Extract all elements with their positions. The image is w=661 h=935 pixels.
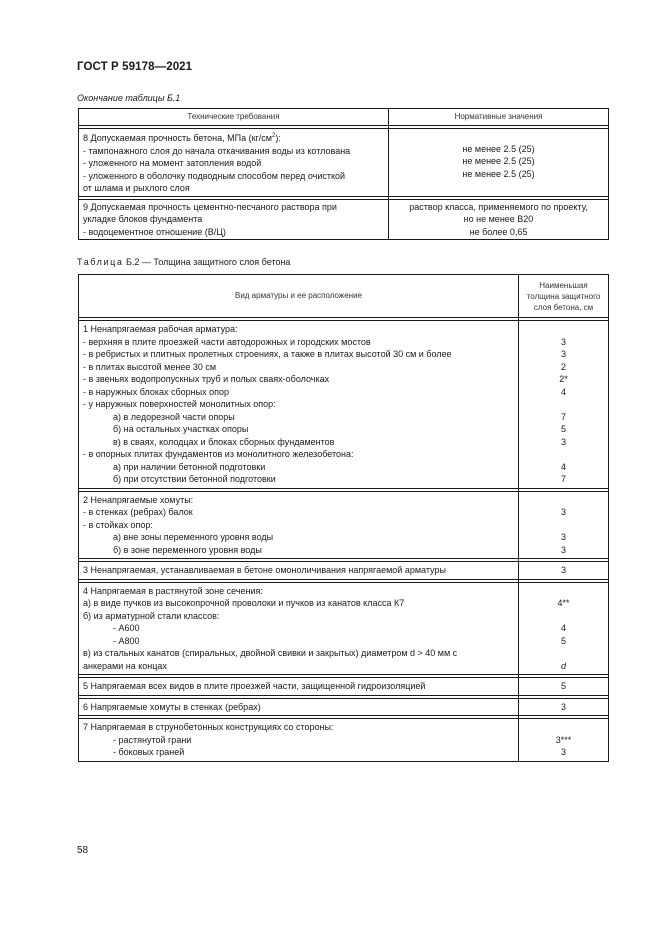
col-header-reinforcement: Вид арматуры и ее расположение <box>79 275 519 318</box>
row-text: 3 Ненапрягаемая, устанавливаемая в бетоне омоноличивания напрягаемой арматуры <box>83 565 446 575</box>
reinforcement-cell <box>79 719 519 762</box>
row-value: 3 <box>560 701 566 712</box>
row-value: 5 <box>560 681 566 691</box>
row-value: 7 <box>560 474 566 484</box>
value-text: но не менее В20 <box>463 214 534 224</box>
row-value: 7 <box>560 411 566 422</box>
row-text: - А800 <box>113 635 140 646</box>
row-value: 3 <box>560 747 566 757</box>
row-text: б) в зоне переменного уровня воды <box>113 544 262 555</box>
document-title: ГОСТ Р 59178—2021 <box>77 61 193 73</box>
row-text: - боковых граней <box>113 747 185 757</box>
row-value: 4 <box>560 386 566 397</box>
row-value: 3 <box>560 436 566 447</box>
table-row-group <box>79 562 609 580</box>
row-value <box>523 610 604 623</box>
row-text: - водоцементное отношение (В/Ц) <box>83 226 226 237</box>
value-text: не более 0,65 <box>469 226 528 237</box>
row-text: а) вне зоны переменного уровня воды <box>113 532 274 542</box>
requirement-cell <box>79 129 389 197</box>
row-text: - тампонажного слоя до начала откачивания воды из котлована <box>83 145 351 156</box>
row-text: 7 Напрягаемая в струнобетонных конструкциях со стороны: <box>83 722 334 732</box>
row-text: - верхняя в плите проезжей части автодорожных и городских мостов <box>83 336 371 347</box>
row-text: - в наружных блоках сборных опор <box>83 386 229 397</box>
value-text: раствор класса, применяемого по проекту, <box>409 201 588 212</box>
row-value <box>523 721 604 734</box>
row-text: а) при наличии бетонной подготовки <box>113 461 266 472</box>
row-text: - в опорных плитах фундаментов из монолитного железобетона: <box>83 449 354 459</box>
row-value <box>523 585 604 598</box>
row-text: - растянутой грани <box>113 734 192 745</box>
row-text: от шлама и рыхлого слоя <box>83 183 190 193</box>
col-header-values: Нормативные значения <box>389 109 609 126</box>
table-row <box>79 199 609 240</box>
row-text: - А600 <box>113 623 140 633</box>
row-value <box>523 519 604 532</box>
table1-caption: Окончание таблицы Б.1 <box>77 93 181 103</box>
thickness-cell <box>519 719 609 762</box>
table-row-group <box>79 321 609 489</box>
table-row-group <box>79 582 609 675</box>
value-text: не менее 2.5 (25) <box>462 156 535 166</box>
table-row <box>79 129 609 197</box>
table-row-group <box>79 678 609 696</box>
row-text: - в стенках (ребрах) балок <box>83 507 193 517</box>
row-value: 3 <box>560 349 566 359</box>
caption-prefix: Таблица <box>77 257 124 267</box>
thickness-cell <box>519 321 609 489</box>
reinforcement-cell <box>79 491 519 559</box>
row-text: - в звеньях водопропускных труб и полых сваях-оболочках <box>83 374 330 384</box>
row-value <box>523 398 604 411</box>
row-text: - у наружных поверхностей монолитных опор: <box>83 399 276 409</box>
reinforcement-cell <box>79 321 519 489</box>
row-text: - уложенного на момент затопления водой <box>83 158 262 168</box>
value-text: не менее 2.5 (25) <box>462 143 535 154</box>
row-text: - в плитах высотой менее 30 см <box>83 361 217 372</box>
reinforcement-cell <box>79 562 519 580</box>
row-text: ): <box>275 133 281 143</box>
table-row-group <box>79 698 609 716</box>
requirement-cell <box>79 199 389 240</box>
header-line: слоя бетона, см <box>533 302 594 312</box>
row-text: 2 Ненапрягаемые хомуты: <box>83 494 194 505</box>
row-text: б) из арматурной стали классов: <box>83 610 220 621</box>
table-header-row <box>79 109 609 126</box>
row-text: 8 Допускаемая прочность бетона, МПа (кг/см <box>83 133 272 143</box>
row-value <box>523 323 604 336</box>
reinforcement-cell <box>79 582 519 675</box>
row-text: 1 Ненапрягаемая рабочая арматура: <box>83 324 238 334</box>
row-value: 2 <box>560 361 566 372</box>
thickness-cell <box>519 678 609 696</box>
row-value <box>523 448 604 461</box>
reinforcement-cell <box>79 678 519 696</box>
thickness-cell <box>519 562 609 580</box>
row-value: d <box>560 660 566 671</box>
row-text: б) на остальных участках опоры <box>113 424 249 434</box>
row-text: 6 Напрягаемые хомуты в стенках (ребрах) <box>83 701 261 712</box>
row-value <box>523 494 604 507</box>
row-value: 3 <box>560 532 566 542</box>
row-text: 4 Напрягаемая в растянутой зоне сечения: <box>83 585 263 596</box>
thickness-cell <box>519 582 609 675</box>
row-text: в) в сваях, колодцах и блоках сборных фундаментов <box>113 436 335 447</box>
row-value: 3 <box>560 507 566 517</box>
row-text: 5 Напрягаемая всех видов в плите проезжей части, защищенной гидроизоляцией <box>83 681 426 691</box>
thickness-cell <box>519 698 609 716</box>
value-cell <box>389 199 609 240</box>
thickness-cell <box>519 491 609 559</box>
row-text: в) из стальных канатов (спиральных, двойной свивки и закрытых) диаметром d > 40 мм с <box>83 648 458 658</box>
row-text: а) в ледорезной части опоры <box>113 411 235 422</box>
row-text: - уложенного в оболочку подводным способом перед очисткой <box>83 170 346 181</box>
row-value: 4** <box>557 598 570 608</box>
row-value: 5 <box>560 424 566 434</box>
row-value: 3 <box>560 565 566 575</box>
table-b1-continuation <box>78 108 609 240</box>
col-header-requirements: Технические требования <box>79 109 389 126</box>
row-value: 4 <box>560 461 566 472</box>
row-value: 5 <box>560 635 566 646</box>
table2-caption <box>77 257 290 267</box>
superscript: 2 <box>272 133 276 139</box>
table-b2 <box>78 274 609 762</box>
row-text: анкерами на концах <box>83 660 167 671</box>
reinforcement-cell <box>79 698 519 716</box>
row-value: 4 <box>560 623 566 633</box>
row-text: б) при отсутствии бетонной подготовки <box>113 474 276 484</box>
row-value: 3 <box>560 544 566 555</box>
caption-text: Б.2 — Толщина защитного слоя бетона <box>126 257 291 267</box>
page-number: 58 <box>77 845 89 856</box>
row-text: укладке блоков фундамента <box>83 214 203 224</box>
row-value: 3*** <box>555 734 572 745</box>
value-text: не менее 2.5 (25) <box>462 168 535 179</box>
value-cell <box>389 129 609 197</box>
row-text: - в ребристых и плитных пролетных строениях, а также в плитах высотой 30 см и более <box>83 349 452 359</box>
row-value: 3 <box>560 336 566 347</box>
table-row-group <box>79 491 609 559</box>
row-value <box>523 647 604 660</box>
table-row-group <box>79 719 609 762</box>
header-line: Наименьшая <box>539 280 588 290</box>
row-text: а) в виде пучков из высокопрочной проволоки и пучков из канатов класса К7 <box>83 598 405 608</box>
table-header-row <box>79 275 609 318</box>
row-value: 2* <box>559 374 568 384</box>
row-text: - в стойках опор: <box>83 519 153 530</box>
header-line: толщина защитного <box>526 291 601 301</box>
row-text: 9 Допускаемая прочность цементно-песчаного раствора при <box>83 201 337 212</box>
value-text <box>393 130 604 143</box>
col-header-thickness <box>519 275 609 318</box>
